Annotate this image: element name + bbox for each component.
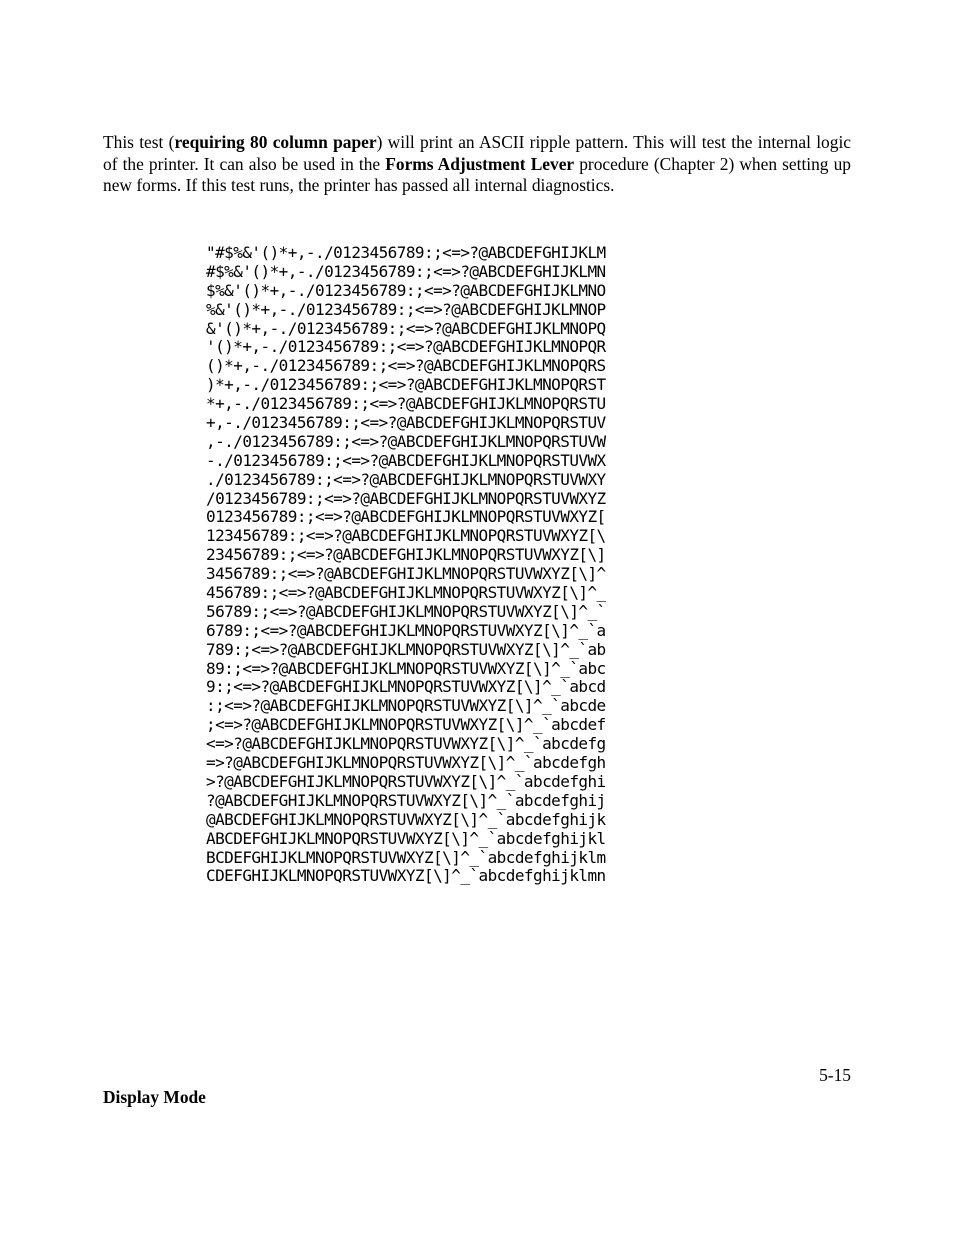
- ripple-line: $%&'()*+,-./0123456789:;<=>?@ABCDEFGHIJKLMNO: [206, 280, 606, 300]
- ripple-line: &'()*+,-./0123456789:;<=>?@ABCDEFGHIJKLMNOPQ: [206, 318, 606, 338]
- ripple-line: @ABCDEFGHIJKLMNOPQRSTUVWXYZ[\]^_`abcdefghijk: [206, 809, 606, 829]
- intro-text-1: This test (: [103, 132, 175, 152]
- intro-text-3: procedure (Chapter 2) when setting up new forms. If this test runs, the printer has passed all internal diagnostics.: [103, 153, 851, 196]
- ripple-line: BCDEFGHIJKLMNOPQRSTUVWXYZ[\]^_`abcdefghijklm: [206, 847, 606, 867]
- ripple-line: >?@ABCDEFGHIJKLMNOPQRSTUVWXYZ[\]^_`abcdefghi: [206, 771, 606, 791]
- ripple-line: ;<=>?@ABCDEFGHIJKLMNOPQRSTUVWXYZ[\]^_`abcdef: [206, 715, 606, 735]
- ripple-line: ./0123456789:;<=>?@ABCDEFGHIJKLMNOPQRSTUVWXY: [206, 469, 606, 489]
- ripple-line: "#$%&'()*+,-./0123456789:;<=>?@ABCDEFGHIJKLM: [206, 244, 606, 262]
- ripple-line: -./0123456789:;<=>?@ABCDEFGHIJKLMNOPQRSTUVWX: [206, 450, 606, 470]
- ripple-line: ()*+,-./0123456789:;<=>?@ABCDEFGHIJKLMNOPQRS: [206, 356, 606, 376]
- ripple-line: )*+,-./0123456789:;<=>?@ABCDEFGHIJKLMNOPQRST: [206, 375, 606, 395]
- intro-text-2: ) will print an ASCII ripple pattern. This will test the internal logic of the printer. It can also be used in the: [103, 132, 851, 174]
- ripple-line: /0123456789:;<=>?@ABCDEFGHIJKLMNOPQRSTUVWXYZ: [206, 488, 606, 508]
- ripple-line: 3456789:;<=>?@ABCDEFGHIJKLMNOPQRSTUVWXYZ[\]^: [206, 564, 606, 584]
- intro-paragraph: [103, 132, 851, 197]
- ripple-line: =>?@ABCDEFGHIJKLMNOPQRSTUVWXYZ[\]^_`abcdefgh: [206, 753, 606, 773]
- ripple-line: #$%&'()*+,-./0123456789:;<=>?@ABCDEFGHIJKLMN: [206, 261, 606, 281]
- ripple-line: 56789:;<=>?@ABCDEFGHIJKLMNOPQRSTUVWXYZ[\]^_`: [206, 601, 606, 621]
- ripple-line: ABCDEFGHIJKLMNOPQRSTUVWXYZ[\]^_`abcdefghijkl: [206, 828, 606, 848]
- ripple-line: 789:;<=>?@ABCDEFGHIJKLMNOPQRSTUVWXYZ[\]^_`ab: [206, 639, 606, 659]
- ripple-line: :;<=>?@ABCDEFGHIJKLMNOPQRSTUVWXYZ[\]^_`abcde: [206, 696, 606, 716]
- ripple-line: 23456789:;<=>?@ABCDEFGHIJKLMNOPQRSTUVWXYZ[\]: [206, 545, 606, 565]
- ripple-line: 6789:;<=>?@ABCDEFGHIJKLMNOPQRSTUVWXYZ[\]^_`a: [206, 620, 606, 640]
- page-number: 5-15: [819, 1065, 851, 1085]
- intro-bold-forms-adjustment-lever: Forms Adjustment Lever: [385, 153, 575, 174]
- ripple-line: <=>?@ABCDEFGHIJKLMNOPQRSTUVWXYZ[\]^_`abcdefg: [206, 734, 606, 754]
- ripple-line: +,-./0123456789:;<=>?@ABCDEFGHIJKLMNOPQRSTUV: [206, 413, 606, 433]
- ripple-line: 89:;<=>?@ABCDEFGHIJKLMNOPQRSTUVWXYZ[\]^_`abc: [206, 658, 606, 678]
- ripple-line: ?@ABCDEFGHIJKLMNOPQRSTUVWXYZ[\]^_`abcdefghij: [206, 790, 606, 810]
- ripple-line: 9:;<=>?@ABCDEFGHIJKLMNOPQRSTUVWXYZ[\]^_`abcd: [206, 677, 606, 697]
- ripple-line: 456789:;<=>?@ABCDEFGHIJKLMNOPQRSTUVWXYZ[\]^_: [206, 583, 606, 603]
- ripple-line: %&'()*+,-./0123456789:;<=>?@ABCDEFGHIJKLMNOP: [206, 299, 606, 319]
- ripple-line: *+,-./0123456789:;<=>?@ABCDEFGHIJKLMNOPQRSTU: [206, 394, 606, 414]
- ripple-line: CDEFGHIJKLMNOPQRSTUVWXYZ[\]^_`abcdefghijklmn: [206, 866, 606, 886]
- ripple-line: '()*+,-./0123456789:;<=>?@ABCDEFGHIJKLMNOPQR: [206, 337, 606, 357]
- ripple-line: 0123456789:;<=>?@ABCDEFGHIJKLMNOPQRSTUVWXYZ[: [206, 507, 606, 527]
- intro-bold-paper-requirement: requiring 80 column paper: [174, 132, 377, 152]
- section-heading: Display Mode: [103, 1087, 206, 1107]
- ripple-line: 123456789:;<=>?@ABCDEFGHIJKLMNOPQRSTUVWXYZ[\: [206, 526, 606, 546]
- ripple-line: ,-./0123456789:;<=>?@ABCDEFGHIJKLMNOPQRSTUVW: [206, 431, 606, 451]
- ascii-ripple-pattern: [206, 244, 703, 886]
